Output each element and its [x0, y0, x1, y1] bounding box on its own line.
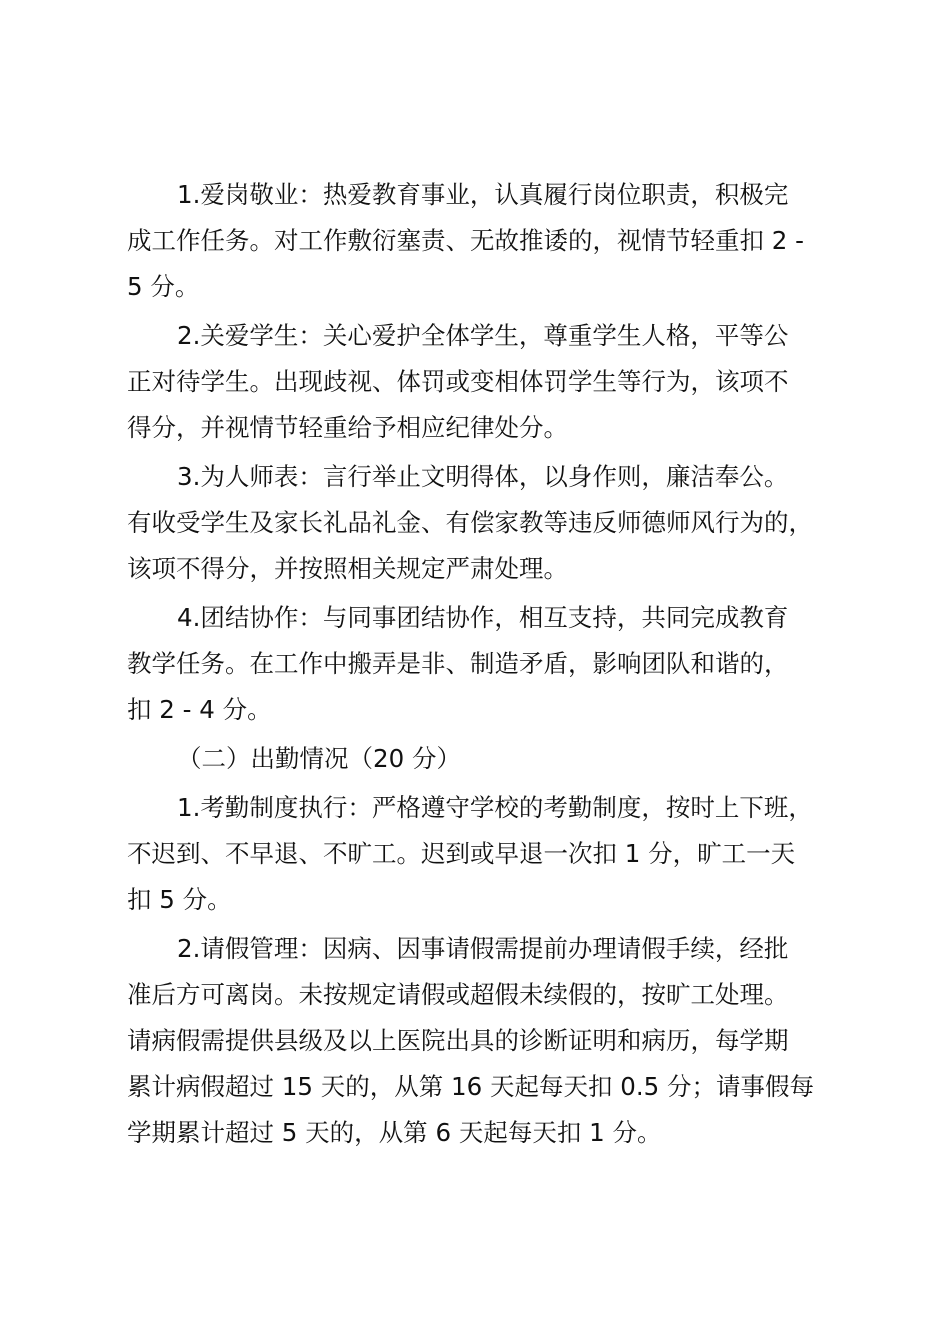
paragraph-6-line-5: 学期累计超过 5 天的，从第 6 天起每天扣 1 分。 — [127, 1118, 662, 1147]
paragraph-6-line-2: 准后方可离岗。未按规定请假或超假未续假的，按旷工处理。 — [127, 980, 789, 1009]
paragraph-4-line-3: 扣 2 - 4 分。 — [127, 695, 272, 724]
paragraph-4-line-1: 4.团结协作：与同事团结协作，相互支持，共同完成教育 — [177, 603, 789, 632]
paragraph-3-line-3: 该项不得分，并按照相关规定严肃处理。 — [127, 554, 568, 583]
paragraph-6-line-1: 2.请假管理：因病、因事请假需提前办理请假手续，经批 — [177, 934, 789, 963]
paragraph-2-line-3: 得分，并视情节轻重给予相应纪律处分。 — [127, 413, 568, 442]
paragraph-2-line-1: 2.关爱学生：关心爱护全体学生，尊重学生人格，平等公 — [177, 321, 789, 350]
paragraph-6-line-3: 请病假需提供县级及以上医院出具的诊断证明和病历，每学期 — [127, 1026, 789, 1055]
paragraph-1-line-3: 5 分。 — [127, 272, 200, 301]
section-heading: （二）出勤情况（20 分） — [177, 744, 461, 773]
paragraph-1-line-1: 1.爱岗敬业：热爱教育事业，认真履行岗位职责，积极完 — [177, 180, 789, 209]
paragraph-2-line-2: 正对待学生。出现歧视、体罚或变相体罚学生等行为，该项不 — [127, 367, 789, 396]
paragraph-4-line-2: 教学任务。在工作中搬弄是非、制造矛盾，影响团队和谐的， — [127, 649, 789, 678]
paragraph-5-line-3: 扣 5 分。 — [127, 885, 232, 914]
paragraph-3-line-1: 3.为人师表：言行举止文明得体，以身作则，廉洁奉公。 — [177, 462, 789, 491]
document-body — [127, 172, 839, 1156]
paragraph-6-line-4: 累计病假超过 15 天的，从第 16 天起每天扣 0.5 分；请事假每 — [127, 1072, 815, 1101]
paragraph-3-line-2: 有收受学生及家长礼品礼金、有偿家教等违反师德师风行为的， — [127, 508, 813, 537]
paragraph-5-line-2: 不迟到、不早退、不旷工。迟到或早退一次扣 1 分，旷工一天 — [127, 839, 796, 868]
paragraph-1-line-2: 成工作任务。对工作敷衍塞责、无故推诿的，视情节轻重扣 2 - — [127, 226, 805, 255]
paragraph-5-line-1: 1.考勤制度执行：严格遵守学校的考勤制度，按时上下班， — [177, 793, 813, 822]
